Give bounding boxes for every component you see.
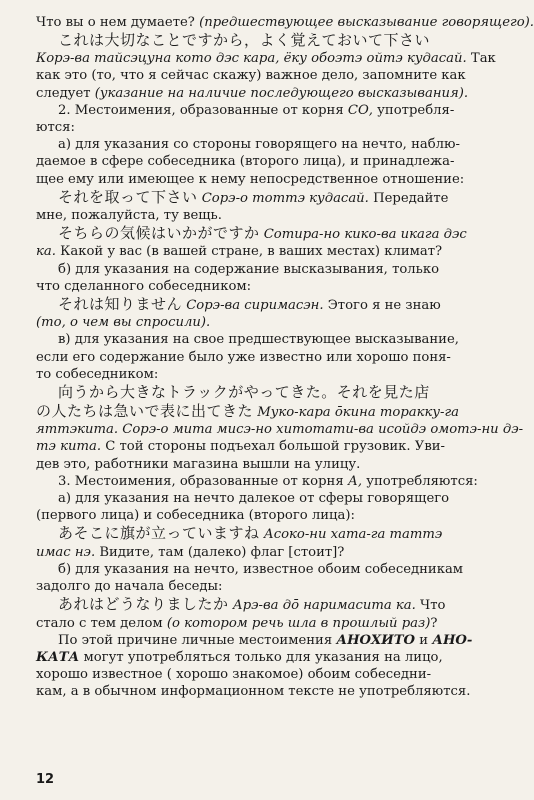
- text-segment: следует: [36, 85, 95, 101]
- text-segment: Какой у вас (в вашей стране, в ваших местах) климат?: [55, 244, 443, 260]
- text-segment: Что вы о нем думаете?: [36, 15, 200, 30]
- text-line: [36, 331, 479, 348]
- text-segment: ются:: [36, 120, 75, 136]
- text-line: [36, 595, 479, 614]
- text-segment: (о котором речь шла в прошлый раз): [166, 615, 431, 631]
- text-segment: дев это, работники магазина вышли на улицу.: [36, 456, 361, 472]
- text-line: [36, 50, 496, 67]
- text-line: [36, 136, 479, 153]
- text-line: [36, 578, 479, 595]
- text-segment: そちらの気候はいかがですか: [58, 224, 260, 243]
- text-line: [36, 402, 479, 421]
- text-segment: Что: [415, 598, 446, 614]
- text-line: [36, 366, 479, 383]
- text-segment: даемое в сфере собеседника (второго лица), и принадлежа-: [36, 154, 455, 170]
- text-line: [36, 314, 479, 331]
- text-segment: ?: [430, 615, 438, 631]
- text-segment: それを取って下さい: [58, 187, 198, 206]
- text-line: [36, 615, 479, 632]
- text-segment: По этой причине личные местоимения: [58, 632, 337, 648]
- text-segment: Передайте: [368, 190, 449, 206]
- text-segment: 2. Местоимения, образованные от корня: [58, 102, 348, 118]
- text-line: [36, 438, 479, 455]
- text-segment: (указание на наличие последующего высказывания).: [94, 85, 469, 101]
- text-line: [36, 383, 479, 402]
- text-segment: Асоко-ни хата-га таттэ: [259, 527, 443, 543]
- text-segment: употребля-: [372, 102, 455, 118]
- text-segment: могут употребляться только для указания на лицо,: [79, 649, 443, 665]
- text-segment: これは大切なことですから，よく覚えておいて下さい: [58, 31, 431, 50]
- text-line: [36, 243, 479, 260]
- text-segment: あそこに旗が立っていますね: [58, 524, 260, 543]
- text-line: [36, 295, 479, 314]
- text-segment: хорошо известное ( хорошо знакомое) обоим собеседни-: [36, 667, 432, 683]
- text-line: [36, 456, 479, 473]
- text-line: [36, 67, 479, 84]
- text-segment: употребляются:: [362, 473, 478, 489]
- text-segment: Муко-кара ōкина торакку-га: [253, 405, 460, 421]
- text-segment: кам, а в обычном информационном тексте не употребляются.: [36, 684, 471, 700]
- text-segment: в) для указания на свое предшествующее высказывание,: [58, 332, 459, 348]
- text-segment: как это (то, что я сейчас скажу) важное дело, запомните как: [36, 68, 466, 84]
- text-line: [36, 261, 479, 278]
- text-segment: Корэ-ва тайсэцуна кото дэс кара, ёку обоэтэ ойтэ кудасай.: [36, 51, 467, 67]
- text-segment: мне, пожалуйста, ту вещь.: [36, 208, 222, 224]
- text-line: [36, 14, 534, 31]
- text-line: [36, 683, 479, 700]
- text-segment: и: [415, 632, 433, 648]
- text-segment: стало с тем делом: [36, 615, 167, 631]
- text-line: [36, 421, 524, 438]
- text-segment: ка.: [36, 244, 56, 260]
- text-segment: АНОХИТО: [336, 632, 416, 648]
- text-line: [36, 524, 479, 543]
- text-line: [36, 224, 479, 243]
- page-number: 12: [36, 772, 55, 787]
- text-segment: А,: [347, 473, 363, 489]
- text-segment: (первого лица) и собеседника (второго лица):: [36, 508, 355, 524]
- text-line: [36, 207, 479, 224]
- text-segment: яттэкита. Сорэ-о мита мисэ-но хитотати-ва исойдэ омотэ-ни дэ-: [36, 422, 524, 438]
- text-segment: (то, о чем вы спросили).: [36, 315, 211, 331]
- text-segment: то собеседником:: [36, 366, 159, 382]
- text-segment: あれはどうなりましたか: [58, 595, 229, 614]
- text-segment: имас нэ.: [36, 544, 96, 560]
- text-segment: КАТА: [36, 649, 80, 665]
- text-line: [36, 102, 479, 119]
- text-line: [36, 349, 479, 366]
- text-line: [36, 188, 479, 207]
- text-line: [36, 649, 479, 666]
- text-segment: б) для указания на содержание высказывания, только: [58, 261, 440, 277]
- text-segment: Этого я не знаю: [323, 298, 441, 314]
- text-segment: Арэ-ва дō наримасита ка.: [228, 598, 416, 614]
- text-segment: СО,: [347, 102, 373, 118]
- text-segment: тэ кита.: [36, 439, 102, 455]
- text-line: [36, 632, 479, 649]
- body-text: [36, 14, 534, 701]
- text-segment: 3. Местоимения, образованные от корня: [58, 473, 348, 489]
- text-segment: の人たちは急いで表に出てきた: [36, 402, 254, 421]
- text-segment: АНО-: [432, 632, 473, 648]
- text-segment: щее ему или имеющее к нему непосредственное отношение:: [36, 171, 465, 187]
- text-line: [36, 85, 479, 102]
- text-line: [36, 119, 479, 136]
- text-segment: (предшествующее высказывание говорящего).: [199, 15, 534, 30]
- text-line: [36, 544, 479, 561]
- text-line: [36, 31, 479, 50]
- text-line: [36, 473, 479, 490]
- text-line: [36, 171, 479, 188]
- text-segment: а) для указания на нечто далекое от сферы говорящего: [58, 491, 450, 507]
- text-line: [36, 278, 479, 295]
- text-segment: Видите, там (далеко) флаг [стоит]?: [95, 544, 345, 560]
- text-segment: Сорэ-ва сиримасэн.: [182, 298, 324, 314]
- text-segment: 向うから大きなトラックがやってきた。それを見た店: [58, 383, 430, 402]
- text-segment: если его содержание было уже известно или хорошо поня-: [36, 349, 451, 365]
- text-line: [36, 666, 479, 683]
- text-segment: С той стороны подъехал большой грузовик. Уви-: [101, 439, 445, 455]
- text-segment: それは知りません: [58, 295, 183, 314]
- text-line: [36, 153, 479, 170]
- text-segment: Сотира-но кико-ва икага дэс: [259, 227, 467, 243]
- text-line: [36, 561, 479, 578]
- text-segment: а) для указания со стороны говорящего на нечто, наблю-: [58, 137, 460, 153]
- text-line: [36, 490, 479, 507]
- text-segment: что сделанного собеседником:: [36, 278, 252, 294]
- text-segment: Сорэ-о тоттэ кудасай.: [197, 190, 369, 206]
- text-line: [36, 507, 479, 524]
- text-segment: б) для указания на нечто, известное обоим собеседникам: [58, 561, 464, 577]
- text-segment: задолго до начала беседы:: [36, 579, 223, 595]
- text-segment: Так: [466, 51, 496, 67]
